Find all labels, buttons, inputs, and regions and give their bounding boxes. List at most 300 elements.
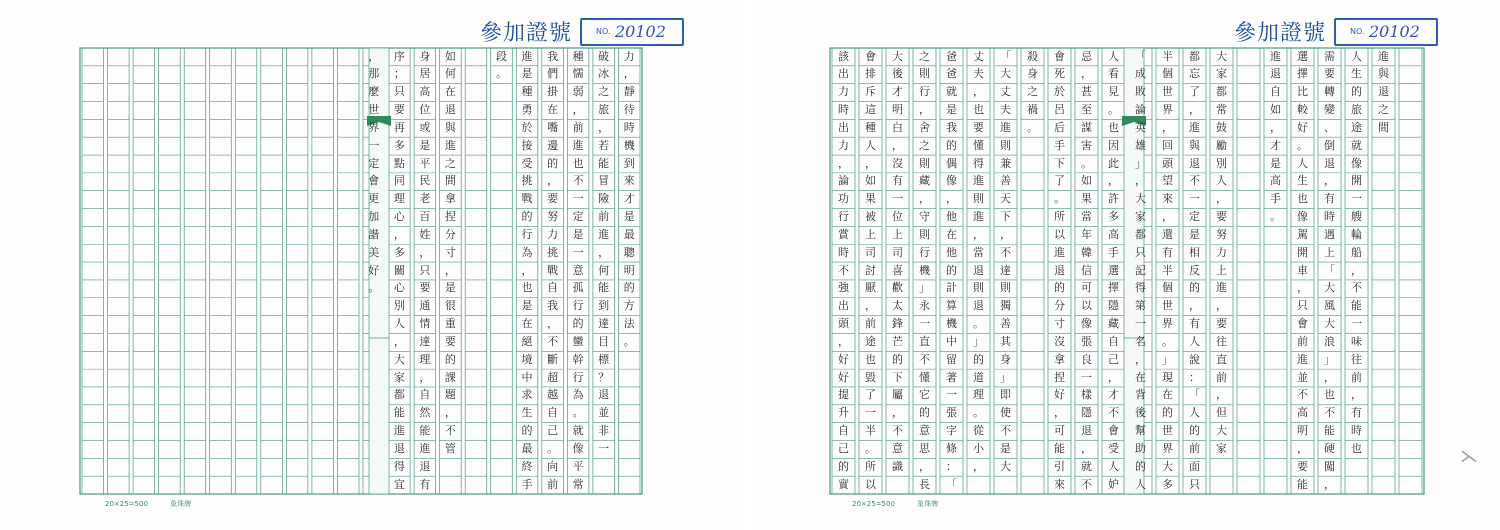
manuscript-char: 並 (598, 406, 610, 420)
manuscript-char: 高 (1270, 174, 1281, 188)
manuscript-char: 船 (1351, 245, 1362, 259)
manuscript-char: 世 (1162, 299, 1173, 313)
manuscript-char: 挑 (547, 245, 559, 259)
grid-column (159, 48, 181, 494)
manuscript-char: 家 (1216, 67, 1227, 81)
manuscript-char: 也 (1297, 192, 1308, 206)
manuscript-char: 變 (1324, 103, 1335, 117)
manuscript-char: 再 (393, 120, 405, 134)
manuscript-char: 的 (973, 352, 984, 366)
manuscript-char: 樣 (1081, 388, 1092, 402)
manuscript-char: 。 (547, 441, 559, 455)
manuscript-char: 前 (598, 210, 610, 224)
manuscript-char: 大 (393, 352, 405, 366)
manuscript-char: 理 (393, 192, 405, 206)
manuscript-char: 要 (1297, 459, 1308, 473)
manuscript-char: 小 (973, 441, 984, 455)
manuscript-char: 退 (973, 263, 984, 277)
manuscript-char: 的 (1189, 281, 1200, 295)
manuscript-char: 頭 (838, 317, 849, 331)
grid-column (235, 48, 257, 494)
manuscript-char: 的 (521, 210, 533, 224)
manuscript-char: 。 (1054, 192, 1065, 206)
manuscript-char: 也 (1351, 441, 1362, 455)
manuscript-char: 如 (1081, 174, 1092, 188)
manuscript-char: 頭 (1162, 156, 1173, 170)
manuscript-char: 至 (1081, 103, 1092, 117)
manuscript-char: 能 (598, 281, 610, 295)
manuscript-char: 退 (973, 299, 984, 313)
manuscript-char: 的 (946, 263, 957, 277)
manuscript-char: ， (1324, 370, 1335, 384)
manuscript-char: 前 (865, 317, 876, 331)
manuscript-char: 自 (1108, 334, 1119, 348)
manuscript-char: 白 (892, 120, 903, 134)
manuscript-char: 浪 (1324, 334, 1335, 348)
manuscript-char: 拿 (444, 192, 456, 206)
manuscript-char: 」 (919, 281, 930, 295)
manuscript-char: 識 (892, 459, 903, 473)
manuscript-char: 出 (838, 67, 849, 81)
manuscript-char: 就 (1351, 138, 1362, 152)
manuscript-char: 進 (1054, 245, 1065, 259)
manuscript-char: 道 (973, 370, 984, 384)
manuscript-char: 到 (623, 156, 635, 170)
manuscript-char: 理 (973, 388, 984, 402)
manuscript-char: ： (946, 459, 957, 473)
grid-column (210, 48, 232, 494)
number-prefix-label: NO. (596, 27, 611, 36)
manuscript-char: 反 (1189, 263, 1200, 277)
manuscript-char: 退 (1054, 263, 1065, 277)
manuscript-char: 冒 (598, 174, 610, 188)
manuscript-char: 後 (1135, 406, 1146, 420)
manuscript-char: 達 (419, 334, 431, 348)
manuscript-char: 能 (1297, 477, 1308, 491)
manuscript-char: 達 (598, 317, 610, 331)
manuscript-char: 當 (973, 245, 984, 259)
manuscript-char: 名 (1135, 334, 1146, 348)
manuscript-char: 賞 (838, 227, 849, 241)
manuscript-char: 「 (946, 477, 957, 491)
grid-column (465, 48, 487, 494)
grid-column (261, 48, 283, 494)
manuscript-char: 退 (1081, 424, 1092, 438)
manuscript-char: 司 (892, 245, 903, 259)
manuscript-char: 要 (1324, 67, 1335, 81)
manuscript-char: 要 (1216, 317, 1227, 331)
manuscript-char: 夫 (973, 67, 984, 81)
manuscript-char: 芒 (892, 334, 903, 348)
manuscript-char: ， (393, 334, 405, 348)
manuscript-char: 丈 (1000, 85, 1011, 99)
manuscript-char: 心 (393, 281, 405, 295)
manuscript-char: 沒 (892, 156, 903, 170)
manuscript-char: 只 (393, 85, 405, 99)
manuscript-char: ， (1297, 281, 1308, 295)
manuscript-char: 是 (1000, 441, 1011, 455)
manuscript-char: 們 (547, 67, 559, 81)
manuscript-char: ， (623, 67, 635, 81)
manuscript-char: 就 (572, 424, 584, 438)
manuscript-char: 在 (521, 317, 533, 331)
manuscript-char: 強 (838, 281, 849, 295)
manuscript-char: 理 (419, 352, 431, 366)
manuscript-char: 所 (1054, 210, 1065, 224)
manuscript-char: 界 (1162, 317, 1173, 331)
manuscript-char: 的 (1162, 406, 1173, 420)
manuscript-char: 蠻 (572, 334, 584, 348)
manuscript-char: ， (393, 227, 405, 241)
manuscript-char: 平 (419, 156, 431, 170)
manuscript-char: 不 (1351, 281, 1362, 295)
manuscript-char: 會 (1054, 49, 1065, 63)
manuscript-char: 高 (1108, 227, 1119, 241)
manuscript-char: 不 (919, 352, 930, 366)
manuscript-char: 不 (838, 263, 849, 277)
manuscript-char: 論 (1135, 103, 1146, 117)
manuscript-char: 開 (1351, 174, 1362, 188)
manuscript-char: 或 (419, 120, 431, 134)
manuscript-char: 。 (865, 441, 876, 455)
manuscript-char: ， (973, 85, 984, 99)
manuscript-char: 個 (1162, 67, 1173, 81)
manuscript-char: 前 (572, 120, 584, 134)
manuscript-char: 」 (1000, 370, 1011, 384)
manuscript-char: 並 (1297, 370, 1308, 384)
manuscript-char: 呂 (1054, 103, 1065, 117)
manuscript-char: 退 (419, 459, 431, 473)
manuscript-char: ， (1108, 370, 1119, 384)
manuscript-char: 幫 (1135, 424, 1146, 438)
manuscript-char: 謀 (1081, 120, 1092, 134)
manuscript-char: 之 (598, 85, 610, 99)
manuscript-char: 序 (393, 49, 405, 63)
manuscript-char: 都 (1216, 85, 1227, 99)
manuscript-char: ， (1135, 174, 1146, 188)
manuscript-char: 進 (598, 227, 610, 241)
manuscript-char: 舍 (919, 120, 930, 134)
manuscript-char: ， (444, 406, 456, 420)
manuscript-char: 機 (946, 317, 957, 331)
manuscript-char: 嘴 (547, 120, 559, 134)
manuscript-char: 如 (865, 174, 876, 188)
manuscript-char: 意 (572, 263, 584, 277)
manuscript-char: 要 (393, 103, 405, 117)
manuscript-char: 與 (1189, 138, 1200, 152)
manuscript-char: 種 (521, 85, 533, 99)
manuscript-char: ， (1189, 103, 1200, 117)
grid-size-label: 20×25=500 (105, 500, 148, 508)
manuscript-char: 擇 (1108, 281, 1119, 295)
manuscript-char: 超 (547, 370, 559, 384)
manuscript-char: 身 (1027, 67, 1038, 81)
manuscript-char: 途 (865, 334, 876, 348)
manuscript-char: 有 (1351, 406, 1362, 420)
manuscript-char: 之 (919, 49, 930, 63)
manuscript-char: 都 (1189, 49, 1200, 63)
manuscript-char: 中 (946, 334, 957, 348)
manuscript-char: 旅 (598, 103, 610, 117)
manuscript-char: 點 (393, 156, 405, 170)
manuscript-char: 斷 (547, 352, 559, 366)
manuscript-char: 於 (1054, 85, 1065, 99)
manuscript-char: 其 (1000, 334, 1011, 348)
manuscript-char: 退 (444, 103, 456, 117)
grid-size-label: 20×25=500 (852, 500, 895, 508)
manuscript-char: 進 (1270, 49, 1281, 63)
manuscript-char: ， (838, 156, 849, 170)
manuscript-char: 來 (1162, 192, 1173, 206)
manuscript-char: 喜 (892, 263, 903, 277)
manuscript-char: 待 (623, 103, 635, 117)
manuscript-char: 旅 (1351, 103, 1362, 117)
manuscript-char: ， (892, 138, 903, 152)
manuscript-char: 半 (865, 424, 876, 438)
manuscript-char: 同 (393, 174, 405, 188)
manuscript-char: 只 (1135, 245, 1146, 259)
manuscript-char: 出 (838, 299, 849, 313)
manuscript-char: 第 (1135, 299, 1146, 313)
manuscript-char: 的 (838, 459, 849, 473)
manuscript-char: 歡 (892, 281, 903, 295)
manuscript-char: 信 (1081, 263, 1092, 277)
manuscript-char: 向 (547, 459, 559, 473)
manuscript-char: 留 (946, 352, 957, 366)
manuscript-char: 只 (419, 263, 431, 277)
manuscript-char: 大 (1000, 67, 1011, 81)
manuscript-char: 一 (919, 317, 930, 331)
manuscript-char: 張 (1081, 334, 1092, 348)
manuscript-char: 直 (919, 334, 930, 348)
manuscript-char: 厭 (865, 281, 876, 295)
manuscript-char: 時 (623, 120, 635, 134)
manuscript-char: 就 (1081, 459, 1092, 473)
manuscript-char: 艘 (1351, 210, 1362, 224)
manuscript-char: 是 (1189, 227, 1200, 241)
manuscript-char: 」 (1162, 352, 1173, 366)
manuscript-char: 以 (1054, 227, 1065, 241)
manuscript-char: 較 (1297, 103, 1308, 117)
manuscript-char: 可 (1081, 281, 1092, 295)
manuscript-char: 隱 (1081, 406, 1092, 420)
manuscript-char: 好 (838, 370, 849, 384)
manuscript-char: 上 (1324, 245, 1335, 259)
manuscript-char: 一 (1135, 317, 1146, 331)
manuscript-char: 則 (919, 227, 930, 241)
manuscript-char: 退 (1378, 85, 1389, 99)
manuscript-char: 才 (892, 85, 903, 99)
manuscript-char: 邊 (547, 138, 559, 152)
manuscript-char: 闖 (1324, 459, 1335, 473)
manuscript-char: 努 (1216, 227, 1227, 241)
manuscript-char: 前 (1216, 370, 1227, 384)
manuscript-char: ， (865, 299, 876, 313)
manuscript-char: 進 (521, 49, 533, 63)
manuscript-char: 人 (393, 317, 405, 331)
manuscript-char: 得 (393, 459, 405, 473)
manuscript-char: 被 (865, 210, 876, 224)
manuscript-char: 味 (1351, 334, 1362, 348)
manuscript-char: 該 (838, 49, 849, 63)
essay-sheet-left (0, 0, 740, 530)
manuscript-char: 寸 (444, 245, 456, 259)
manuscript-char: 於 (521, 120, 533, 134)
manuscript-char: 使 (1000, 406, 1011, 420)
grid-column (82, 48, 104, 494)
manuscript-char: 不 (1081, 477, 1092, 491)
manuscript-char: 往 (1216, 334, 1227, 348)
manuscript-char: 的 (547, 156, 559, 170)
manuscript-char: 長 (919, 477, 930, 491)
manuscript-char: 不 (1324, 406, 1335, 420)
manuscript-char: 。 (623, 334, 635, 348)
manuscript-char: 時 (1351, 424, 1362, 438)
manuscript-char: 定 (368, 156, 380, 170)
manuscript-char: ， (1324, 477, 1335, 491)
manuscript-char: 見 (1108, 85, 1119, 99)
manuscript-char: 意 (892, 441, 903, 455)
grid-column (108, 48, 130, 494)
manuscript-char: 出 (838, 120, 849, 134)
manuscript-char: 「 (1135, 49, 1146, 63)
manuscript-char: 記 (1135, 263, 1146, 277)
manuscript-char: 往 (1351, 352, 1362, 366)
manuscript-char: 行 (572, 299, 584, 313)
manuscript-char: ， (444, 263, 456, 277)
manuscript-char: 比 (1297, 85, 1308, 99)
manuscript-char: 與 (444, 120, 456, 134)
manuscript-char: 要 (547, 192, 559, 206)
manuscript-char: 機 (919, 263, 930, 277)
manuscript-char: 民 (419, 174, 431, 188)
manuscript-char: 之 (444, 156, 456, 170)
manuscript-char: 善 (1000, 317, 1011, 331)
manuscript-char: 選 (1108, 263, 1119, 277)
manuscript-char: 算 (946, 299, 957, 313)
manuscript-char: 世 (368, 103, 380, 117)
manuscript-char: 車 (1297, 263, 1308, 277)
manuscript-char: 大 (1162, 459, 1173, 473)
manuscript-char: 死 (1054, 67, 1065, 81)
manuscript-char: 。 (1081, 156, 1092, 170)
manuscript-char: ， (919, 459, 930, 473)
manuscript-char: 像 (1297, 210, 1308, 224)
manuscript-char: 妒 (1108, 477, 1119, 491)
manuscript-char: 」 (1135, 156, 1146, 170)
manuscript-char: 英 (1135, 120, 1146, 134)
manuscript-char: 年 (1081, 227, 1092, 241)
manuscript-char: 能 (1054, 441, 1065, 455)
manuscript-char: 在 (1162, 388, 1173, 402)
manuscript-char: 。 (1027, 120, 1038, 134)
manuscript-char: 定 (1189, 210, 1200, 224)
manuscript-char: 之 (1027, 85, 1038, 99)
manuscript-char: 懦 (572, 67, 584, 81)
manuscript-char: 的 (521, 424, 533, 438)
manuscript-char: 上 (892, 227, 903, 241)
manuscript-char: 我 (547, 49, 559, 63)
scribble-mark: ⋋ (1460, 446, 1478, 467)
manuscript-char: 力 (1216, 245, 1227, 259)
manuscript-char: 只 (1297, 299, 1308, 313)
manuscript-char: 人 (865, 138, 876, 152)
manuscript-char: 是 (623, 210, 635, 224)
manuscript-char: 險 (598, 192, 610, 206)
manuscript-char: 以 (1081, 299, 1092, 313)
manuscript-char: 進 (1216, 281, 1227, 295)
manuscript-char: 時 (838, 245, 849, 259)
manuscript-char: 需 (1324, 49, 1335, 63)
manuscript-char: 他 (946, 210, 957, 224)
manuscript-char: 平 (572, 459, 584, 473)
manuscript-char: 會 (1108, 424, 1119, 438)
manuscript-char: 家 (1216, 441, 1227, 455)
manuscript-char: 一 (946, 388, 957, 402)
manuscript-char: 為 (521, 245, 533, 259)
manuscript-char: 相 (1189, 245, 1200, 259)
manuscript-char: 到 (598, 299, 610, 313)
manuscript-char: 非 (598, 424, 610, 438)
manuscript-char: 位 (892, 210, 903, 224)
manuscript-char: 退 (1270, 67, 1281, 81)
manuscript-char: 。 (973, 406, 984, 420)
manuscript-char: 來 (623, 174, 635, 188)
manuscript-char: 高 (1297, 406, 1308, 420)
manuscript-char: 題 (444, 388, 456, 402)
manuscript-char: 風 (1324, 299, 1335, 313)
manuscript-char: 成 (1135, 67, 1146, 81)
manuscript-char: 手 (1108, 245, 1119, 259)
manuscript-char: 得 (973, 156, 984, 170)
manuscript-char: 藏 (919, 174, 930, 188)
sheet-footer (105, 499, 211, 509)
manuscript-char: 「 (1000, 49, 1011, 63)
manuscript-char: 的 (1054, 281, 1065, 295)
manuscript-char: ？ (598, 370, 610, 384)
manuscript-char: ， (973, 227, 984, 241)
manuscript-char: 擇 (1297, 67, 1308, 81)
grid-column (286, 48, 308, 494)
manuscript-char: 背 (1135, 388, 1146, 402)
manuscript-char: ， (1081, 67, 1092, 81)
manuscript-char: 分 (1054, 299, 1065, 313)
manuscript-char: 一 (368, 138, 380, 152)
manuscript-char: 能 (1351, 299, 1362, 313)
grid-column (133, 48, 155, 494)
manuscript-char: 「 (1324, 263, 1335, 277)
manuscript-char: 生 (1351, 67, 1362, 81)
manuscript-char: 己 (1108, 352, 1119, 366)
manuscript-char: 拿 (1054, 352, 1065, 366)
manuscript-char: 倒 (1324, 138, 1335, 152)
manuscript-char: 通 (419, 299, 431, 313)
manuscript-char: 勇 (521, 103, 533, 117)
manuscript-char: 那 (368, 67, 380, 81)
manuscript-char: 都 (393, 388, 405, 402)
manuscript-char: 面 (1189, 459, 1200, 473)
manuscript-char: 看 (1108, 67, 1119, 81)
manuscript-char: 宜 (393, 477, 405, 491)
manuscript-char: 排 (865, 67, 876, 81)
manuscript-char: 硬 (1324, 441, 1335, 455)
manuscript-char: 手 (1270, 192, 1281, 206)
manuscript-char: 中 (521, 370, 533, 384)
manuscript-char: 有 (892, 174, 903, 188)
manuscript-char: 進 (1378, 49, 1389, 63)
manuscript-char: 居 (419, 67, 431, 81)
manuscript-char: 敗 (1135, 85, 1146, 99)
